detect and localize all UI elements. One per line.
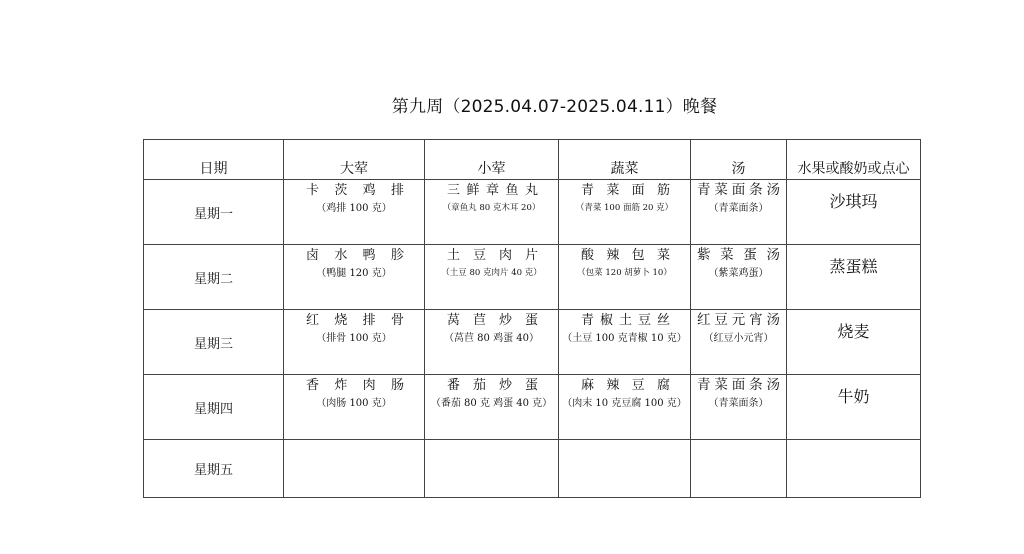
dish-note: （鸡排 100 克） [316,203,392,214]
side-meat-cell [425,310,559,375]
dish-name: 卡茨鸡排 [306,183,404,198]
dish-name: 青椒土豆丝 [581,313,670,328]
soup-cell [691,375,787,440]
dish-note: （鸭腿 120 克） [316,268,392,279]
dish-name: 土豆肉片 [447,248,538,263]
day-cell: 星期四 [144,375,284,440]
header-soup: 汤 [691,140,787,180]
soup-cell [691,440,787,498]
day-cell: 星期五 [144,440,284,498]
header-main-meat: 大荤 [284,140,425,180]
dish-name: 紫菜蛋汤 [697,247,780,263]
main-meat-cell [284,310,425,375]
dish-note: （紫菜鸡蛋） [708,268,769,279]
table-row [144,440,921,498]
main-meat-cell [284,180,425,245]
header-dessert: 水果或酸奶或点心 [787,140,921,180]
dessert-cell: 牛奶 [787,375,921,440]
dish-note: （青菜面条） [708,203,769,214]
vegetable-cell [559,440,691,498]
table-row [144,375,921,440]
dinner-menu-table [143,139,921,498]
dish-name: 卤水鸭胗 [306,248,404,263]
dessert-cell [787,440,921,498]
header-side-meat: 小荤 [425,140,559,180]
page-title: 第九周（2025.04.07-2025.04.11）晚餐 [391,97,718,117]
dish-name: 青菜面条汤 [697,377,780,393]
vegetable-cell [559,310,691,375]
dish-name: 青菜面条汤 [697,182,780,198]
dish-note: （土豆 80 克肉片 40 克） [441,268,542,278]
side-meat-cell [425,180,559,245]
table-row [144,245,921,310]
table-row [144,310,921,375]
vegetable-cell [559,180,691,245]
dish-name: 红豆元宵汤 [697,312,780,328]
day-cell: 星期三 [144,310,284,375]
main-meat-cell [284,375,425,440]
dish-name: 麻辣豆腐 [581,378,670,393]
side-meat-cell [425,245,559,310]
vegetable-cell [559,245,691,310]
dessert-cell: 沙琪玛 [787,180,921,245]
soup-cell [691,180,787,245]
dish-name: 三鲜章鱼丸 [447,183,538,198]
dish-note: （肉肠 100 克） [316,398,392,409]
dish-note: （排骨 100 克） [316,333,392,344]
header-row [144,140,921,180]
dish-note: （青菜 100 面筋 20 克） [575,203,674,213]
dish-note: （番茄 80 克 鸡蛋 40 克） [430,398,553,409]
soup-cell [691,310,787,375]
dish-name: 莴苣炒蛋 [447,313,538,328]
dish-name: 红烧排骨 [306,313,404,328]
dish-note: （章鱼丸 80 克木耳 20） [442,203,541,213]
side-meat-cell [425,375,559,440]
soup-cell [691,245,787,310]
header-vegetable: 蔬菜 [559,140,691,180]
dish-name: 香炸肉肠 [306,378,404,393]
dish-note: （红豆小元宵） [703,333,774,344]
table-row [144,180,921,245]
dish-name: 酸辣包菜 [581,248,670,263]
dish-name: 番茄炒蛋 [447,378,538,393]
side-meat-cell [425,440,559,498]
dessert-cell: 蒸蛋糕 [787,245,921,310]
dish-note: （土豆 100 克青椒 10 克） [562,333,687,344]
dessert-cell: 烧麦 [787,310,921,375]
vegetable-cell [559,375,691,440]
dish-note: （莴苣 80 鸡蛋 40） [444,333,539,344]
main-meat-cell [284,440,425,498]
dish-note: （包菜 120 胡萝卜 10） [577,268,672,278]
dish-name: 青菜面筋 [581,183,670,198]
dish-note: （肉末 10 克豆腐 100 克） [562,398,687,409]
header-date: 日期 [144,140,284,180]
main-meat-cell [284,245,425,310]
day-cell: 星期一 [144,180,284,245]
day-cell: 星期二 [144,245,284,310]
dish-note: （青菜面条） [708,398,769,409]
